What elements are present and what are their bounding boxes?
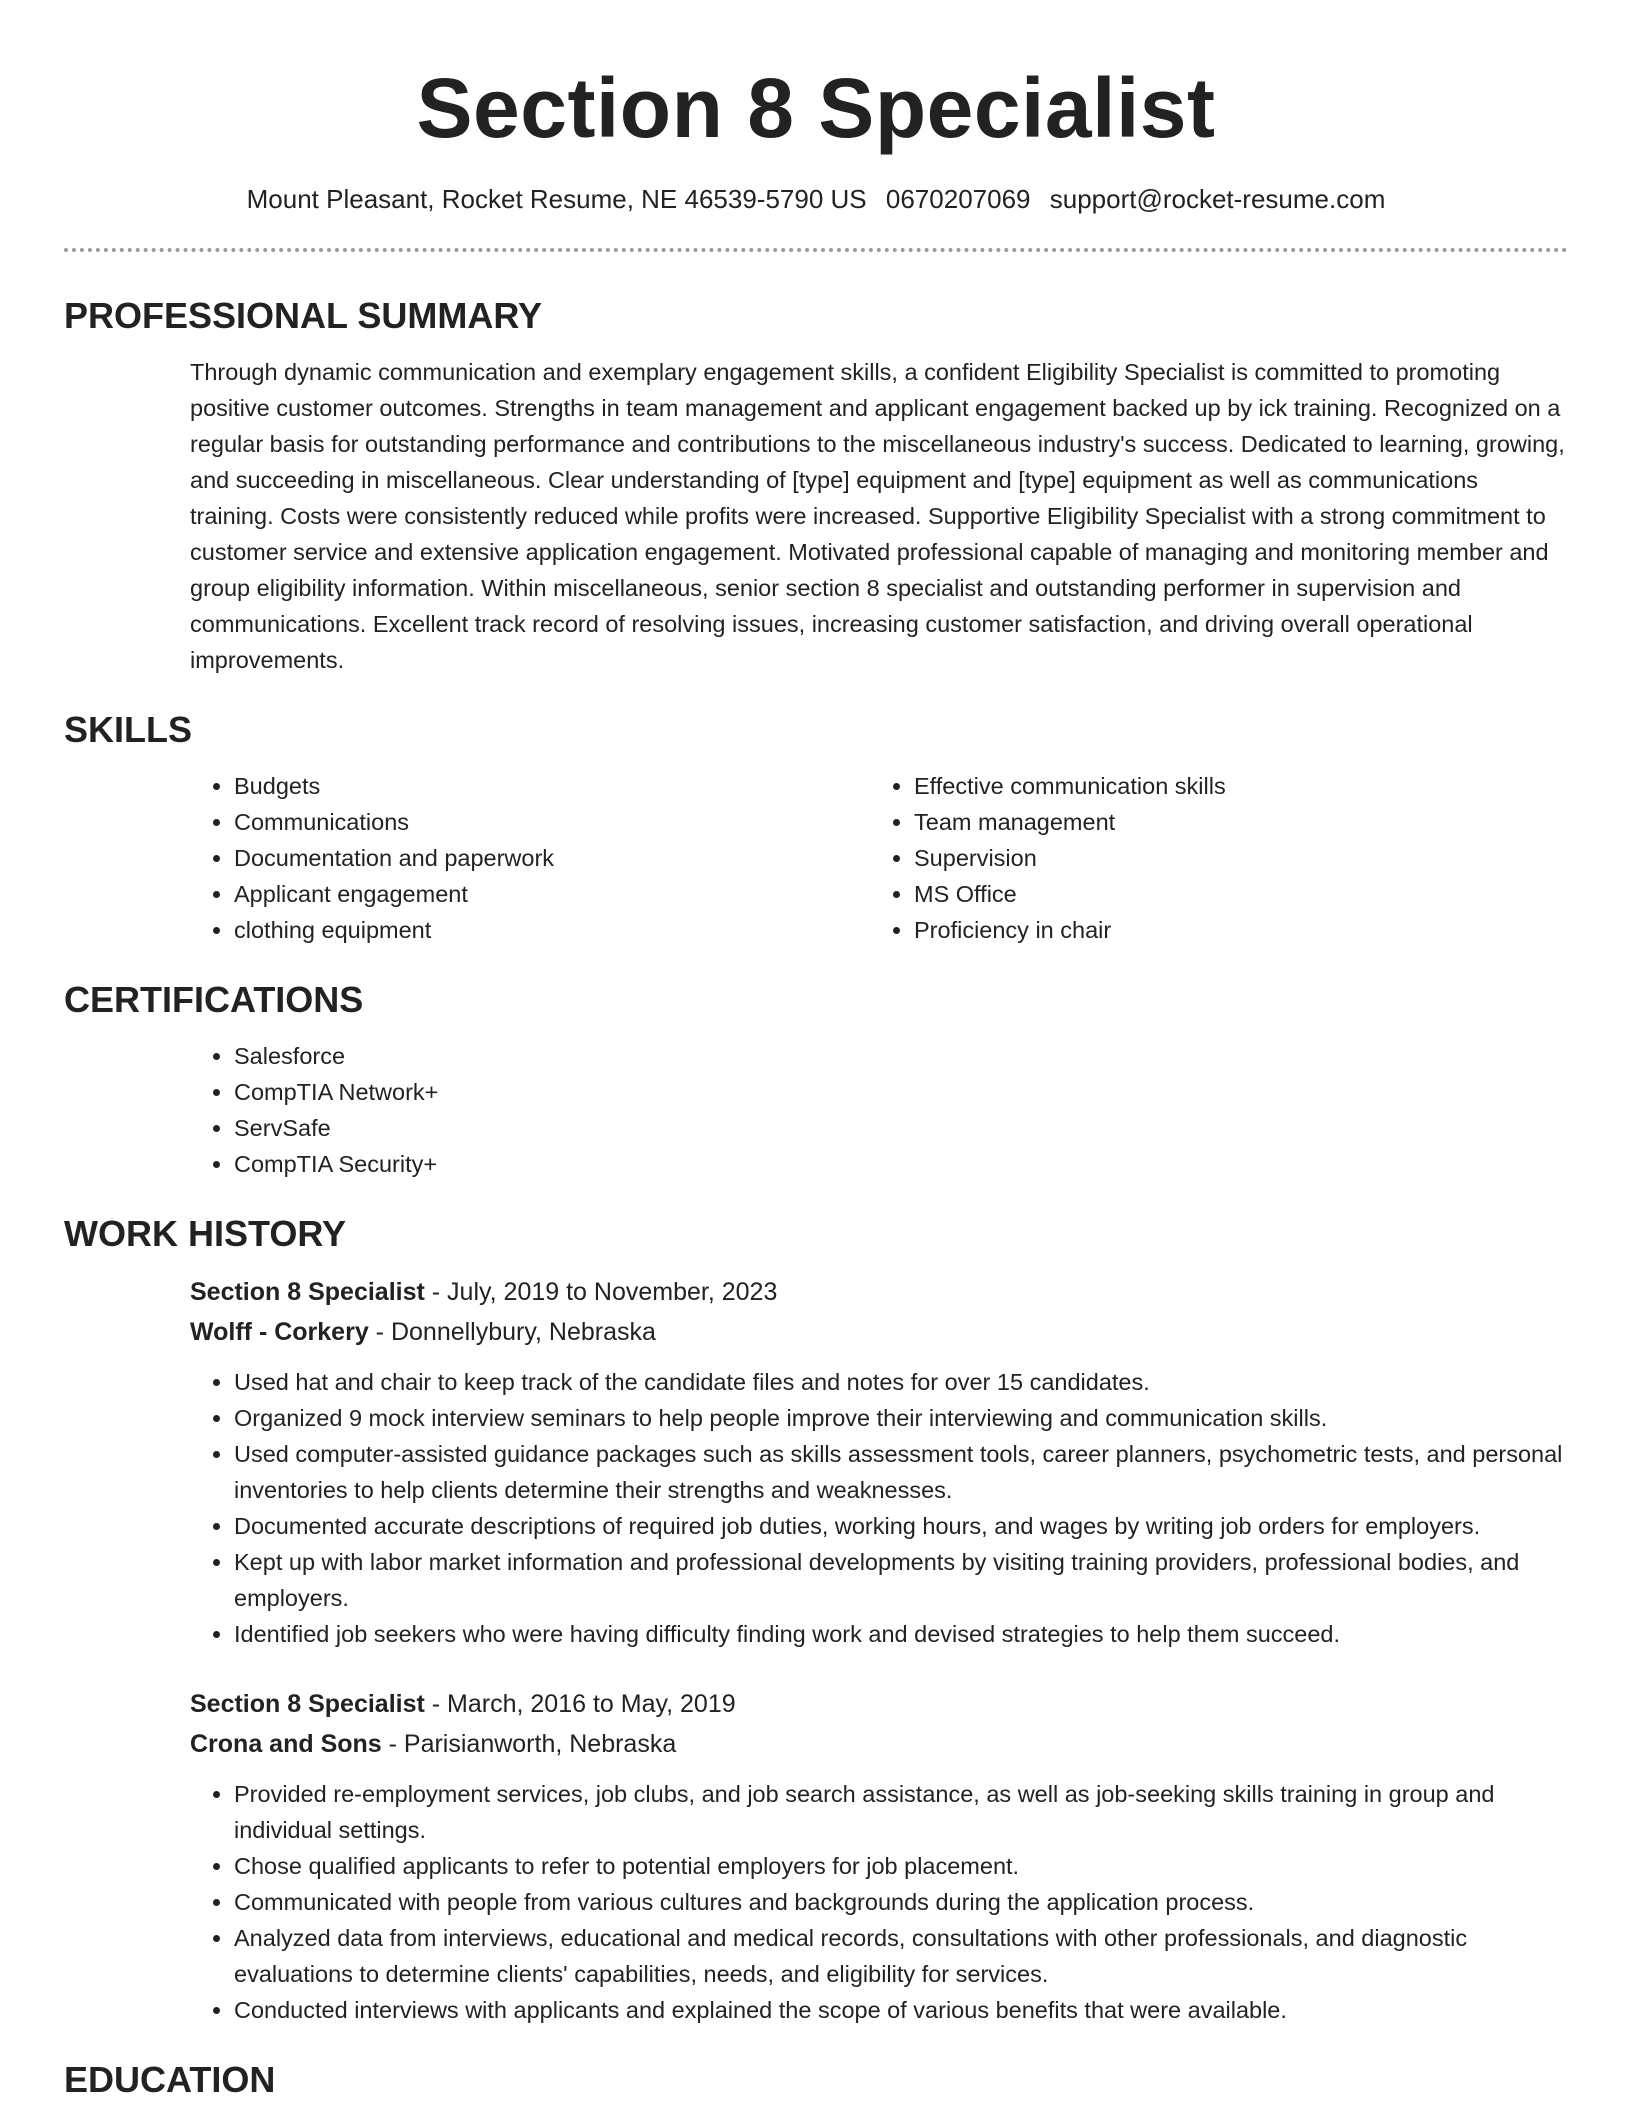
certifications-list bbox=[190, 1038, 1568, 1182]
skill-item: • MS Office bbox=[914, 876, 1550, 912]
job-location: - Parisianworth, Nebraska bbox=[381, 1730, 677, 1758]
skill-item: • Team management bbox=[914, 804, 1550, 840]
header-divider bbox=[64, 248, 1568, 252]
job-bullet: • Provided re-employment services, job clubs, and job search assistance, as well as job-seeking skills training in group and individual settings. bbox=[234, 1776, 1568, 1848]
job-title: Section 8 Specialist bbox=[190, 1278, 425, 1306]
skill-item: • Supervision bbox=[914, 840, 1550, 876]
skills-column-left bbox=[190, 768, 870, 948]
job-bullet: • Communicated with people from various cultures and backgrounds during the application process. bbox=[234, 1884, 1568, 1920]
skills-column-right bbox=[870, 768, 1550, 948]
skill-item: • Proficiency in chair bbox=[914, 912, 1550, 948]
resume-name: Section 8 Specialist bbox=[416, 61, 1216, 155]
contact-email: support@rocket-resume.com bbox=[1049, 184, 1386, 214]
job-bullet: • Conducted interviews with applicants and explained the scope of various benefits that were available. bbox=[234, 1992, 1568, 2028]
job-entry bbox=[190, 1684, 1568, 2028]
certification-item: • ServSafe bbox=[234, 1110, 1568, 1146]
skill-item: • clothing equipment bbox=[234, 912, 870, 948]
resume-page bbox=[64, 0, 1568, 2102]
skills-list bbox=[190, 768, 1568, 948]
skill-item: • Applicant engagement bbox=[234, 876, 870, 912]
certification-item: • CompTIA Network+ bbox=[234, 1074, 1568, 1110]
job-employer: Crona and Sons bbox=[190, 1730, 382, 1758]
job-title-line bbox=[190, 1272, 1568, 1312]
skill-item: • Communications bbox=[234, 804, 870, 840]
job-employer-line bbox=[190, 1724, 1568, 1764]
job-bullet: • Chose qualified applicants to refer to potential employers for job placement. bbox=[234, 1848, 1568, 1884]
certification-item: • Salesforce bbox=[234, 1038, 1568, 1074]
work-history-heading: WORK HISTORY bbox=[64, 1213, 347, 1254]
job-title-line bbox=[190, 1684, 1568, 1724]
job-bullet: • Used computer-assisted guidance packages such as skills assessment tools, career planners, psychometric tests, and personal inventories to help clients determine their strengths and weaknesses. bbox=[234, 1436, 1568, 1508]
job-location: - Donnellybury, Nebraska bbox=[368, 1318, 656, 1346]
skill-item: • Documentation and paperwork bbox=[234, 840, 870, 876]
job-bullets bbox=[190, 1364, 1568, 1652]
job-title: Section 8 Specialist bbox=[190, 1690, 425, 1718]
job-bullet: • Documented accurate descriptions of required job duties, working hours, and wages by writing job orders for employers. bbox=[234, 1508, 1568, 1544]
skill-item: • Effective communication skills bbox=[914, 768, 1550, 804]
job-bullets bbox=[190, 1776, 1568, 2028]
job-entry bbox=[190, 1272, 1568, 1652]
certification-item: • CompTIA Security+ bbox=[234, 1146, 1568, 1182]
education-heading: EDUCATION bbox=[64, 2059, 276, 2100]
summary-text: Through dynamic communication and exemplary engagement skills, a confident Eligibility Specialist is committed to promoting positive customer outcomes. Strengths in team management and applicant engagement backed up by ick training. Recognized on a regular basis for outstanding performance and contributions to the miscellaneous industry's success. Dedicated to learning, growing, and succeeding in miscellaneous. Clear understanding of [type] equipment and [type] equipment as well as communications training. Costs were consistently reduced while profits were increased. Supportive Eligibility Specialist with a strong commitment to customer service and extensive application engagement. Motivated professional capable of managing and monitoring member and group eligibility information. Within miscellaneous, senior section 8 specialist and outstanding performer in supervision and communications. Excellent track record of resolving issues, increasing customer satisfaction, and driving overall operational improvements. bbox=[190, 359, 1565, 673]
certifications-heading: CERTIFICATIONS bbox=[64, 979, 364, 1020]
contact-phone: 0670207069 bbox=[885, 184, 1031, 214]
job-bullet: • Analyzed data from interviews, educational and medical records, consultations with other professionals, and diagnostic evaluations to determine clients' capabilities, needs, and eligibility for services. bbox=[234, 1920, 1568, 1992]
job-bullet: • Used hat and chair to keep track of the candidate files and notes for over 15 candidates. bbox=[234, 1364, 1568, 1400]
summary-heading: PROFESSIONAL SUMMARY bbox=[64, 295, 543, 336]
job-dates: - March, 2016 to May, 2019 bbox=[424, 1690, 736, 1718]
contact-address: Mount Pleasant, Rocket Resume, NE 46539-5790 US bbox=[246, 184, 867, 214]
job-employer: Wolff - Corkery bbox=[190, 1318, 369, 1346]
job-bullet: • Organized 9 mock interview seminars to help people improve their interviewing and communication skills. bbox=[234, 1400, 1568, 1436]
job-bullet: • Kept up with labor market information and professional developments by visiting training providers, professional bodies, and employers. bbox=[234, 1544, 1568, 1616]
contact-info bbox=[64, 182, 1568, 216]
job-dates: - July, 2019 to November, 2023 bbox=[424, 1278, 778, 1306]
job-employer-line bbox=[190, 1312, 1568, 1352]
job-bullet: • Identified job seekers who were having difficulty finding work and devised strategies to help them succeed. bbox=[234, 1616, 1568, 1652]
skills-heading: SKILLS bbox=[64, 709, 193, 750]
skill-item: • Budgets bbox=[234, 768, 870, 804]
